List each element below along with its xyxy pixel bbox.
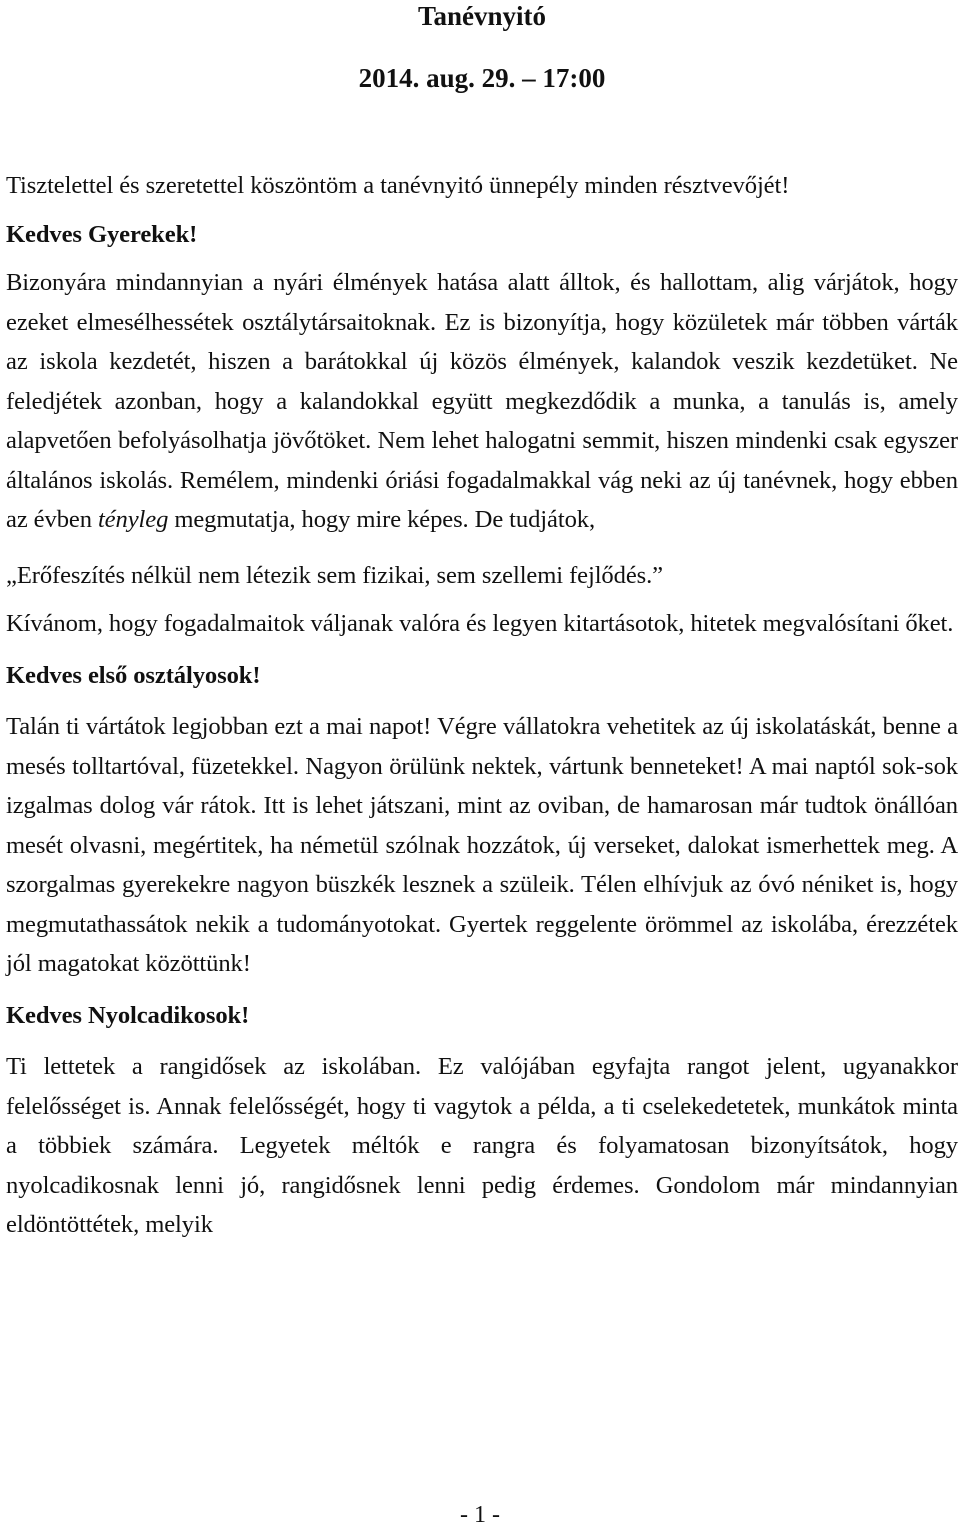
paragraph-children-text-1: Bizonyára mindannyian a nyári élmények hatása alatt álltok, és hallottam, alig várjátok, hogy ezeket elmesélhessétek osztálytársaitoknak. Ez is bizonyítja, hogy közületek már többen várták az iskola kezdetét, hiszen a barátokkal új közös élmények, kalandok veszik kezdetüket. Ne feledjétek azonban, hogy a kalandokkal együtt megkezdődik a munka, a tanulás is, amely alapvetően befolyásolhatja jövőtöket. Nem lehet halogatni semmit, hiszen mindenki csak egyszer általános iskolás. Remélem, mindenki óriási fogadalmakkal vág neki az új tanévnek, hogy ebben az évben bbox=[6, 269, 958, 533]
paragraph-children-text-2: megmutatja, hogy mire képes. De tudjátok, bbox=[168, 506, 596, 533]
document-date: 2014. aug. 29. – 17:00 bbox=[358, 63, 606, 93]
heading-first-graders: Kedves első osztályosok! bbox=[6, 661, 261, 689]
quote: „Erőfeszítés nélkül nem létezik sem fizikai, sem szellemi fejlődés.” bbox=[6, 561, 663, 589]
paragraph-children-emphasis: tényleg bbox=[97, 506, 169, 533]
page-number: - 1 - bbox=[460, 1502, 500, 1528]
heading-eighth-graders: Kedves Nyolcadikosok! bbox=[6, 1001, 250, 1029]
heading-children: Kedves Gyerekek! bbox=[6, 220, 198, 248]
paragraph-first-graders: Talán ti vártátok legjobban ezt a mai napot! Végre vállatokra vehetitek az új iskolatáskát, benne a mesés tolltartóval, füzetekkel. Nagyon örülünk nektek, vártunk benneteket! A mai naptól sok-sok izgalmas dolog vár rátok. Itt is lehet játszani, mint az oviban, de hamarosan már tudtok önállóan mesét olvasni, megértitek, ha németül szólnak hozzátok, új verseket, dalokat ismerhettek meg. A szorgalmas gyerekekre nagyon büszkék lesznek a szüleik. Télen elhívjuk az óvó néniket is, hogy megmutathassátok nekik a tudományotokat. Gyertek reggelente örömmel az iskolába, érezzétek jól magatokat közöttünk! bbox=[6, 713, 958, 977]
paragraph-eighth-graders: Ti lettetek a rangidősek az iskolában. Ez valójában egyfajta rangot jelent, ugyanakkor felelősséget is. Annak felelősségét, hogy ti vagytok a példa, a ti cselekedetetek, munkátok minta a többiek számára. Legyetek méltók e rangra és folyamatosan bizonyítsátok, hogy nyolcadikosnak lenni jó, rangidősnek lenni pedig érdemes. Gondolom már mindannyian eldöntöttétek, melyik bbox=[6, 1053, 958, 1238]
document-page bbox=[6, 0, 958, 1245]
paragraph-children bbox=[6, 263, 958, 540]
document-title: Tanévnyitó bbox=[417, 1, 547, 31]
greeting-all-participants: Tisztelettel és szeretettel köszöntöm a tanévnyitó ünnepély minden résztvevőjét! bbox=[6, 172, 790, 199]
paragraph-wish: Kívánom, hogy fogadalmaitok váljanak valóra és legyen kitartásotok, hitetek megvalósítani őket. bbox=[6, 610, 954, 637]
